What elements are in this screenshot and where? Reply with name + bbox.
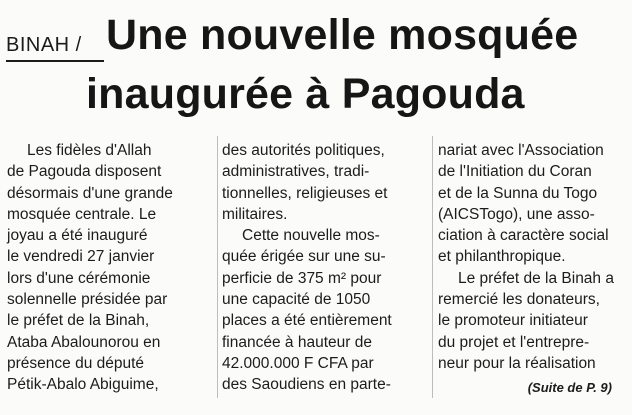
text-line: Pétik-Abalo Abiguime, — [7, 376, 159, 394]
text-line: une capacité de 1050 — [222, 291, 371, 309]
article-column-1 — [7, 140, 213, 396]
text-line: militaires. — [222, 205, 288, 223]
text-line: désormais d'une grande — [7, 184, 173, 202]
text-line: et de la Sunna du Togo — [438, 184, 598, 202]
text-line: mosquée centrale. Le — [7, 205, 157, 223]
text-line: remercié les donateurs, — [438, 291, 600, 309]
text-line: présence du député — [7, 354, 145, 372]
text-line: solennelle présidée par — [7, 291, 168, 309]
text-line: quée érigée sur une su- — [222, 248, 386, 266]
column-divider — [432, 136, 433, 398]
text-line: (AICSTogo), une asso- — [438, 205, 595, 223]
headline-line-1: Une nouvelle mosquée — [106, 11, 579, 59]
text-line: le vendredi 27 janvier — [7, 248, 155, 266]
text-line: le promoteur initiateur — [438, 312, 588, 330]
text-line: joyau a été inauguré — [7, 227, 148, 245]
headline-line-2: inaugurée à Pagouda — [86, 70, 525, 118]
text-line: financée à hauteur de — [222, 333, 372, 351]
text-line: tionnelles, religieuses et — [222, 184, 388, 202]
text-line: le préfet de la Binah, — [7, 312, 150, 330]
text-line: nariat avec l'Association — [438, 142, 604, 159]
column-divider — [217, 136, 218, 398]
kicker-underline — [6, 60, 104, 62]
text-line: des Saoudiens en parte- — [222, 376, 391, 394]
text-line: Le préfet de la Binah a — [458, 269, 614, 287]
article-column-2 — [222, 140, 427, 396]
text-line: des autorités politiques, — [222, 142, 385, 159]
text-line: Les fidèles d'Allah — [27, 142, 152, 159]
article-column-3 — [438, 140, 628, 374]
text-line: Cette nouvelle mos- — [242, 227, 380, 245]
text-line: perficie de 375 m² pour — [222, 269, 382, 287]
text-line: places a été entièrement — [222, 312, 392, 330]
text-line: lors d'une cérémonie — [7, 269, 151, 287]
text-line: de l'Initiation du Coran — [438, 163, 592, 181]
text-line: et philanthropique. — [438, 248, 566, 266]
text-line: Ataba Abalounorou en — [7, 333, 161, 351]
continued-note: (Suite de P. 9) — [527, 380, 612, 395]
text-line: de Pagouda disposent — [7, 163, 162, 181]
text-line: administratives, tradi- — [222, 163, 370, 181]
section-kicker: BINAH / — [6, 34, 82, 56]
text-line: neur pour la réalisation — [438, 354, 596, 372]
text-line: ciation à caractère social — [438, 227, 609, 245]
headline — [0, 0, 632, 130]
text-line: 42.000.000 F CFA par — [222, 354, 374, 372]
text-line: du projet et l'entrepre- — [438, 333, 590, 351]
